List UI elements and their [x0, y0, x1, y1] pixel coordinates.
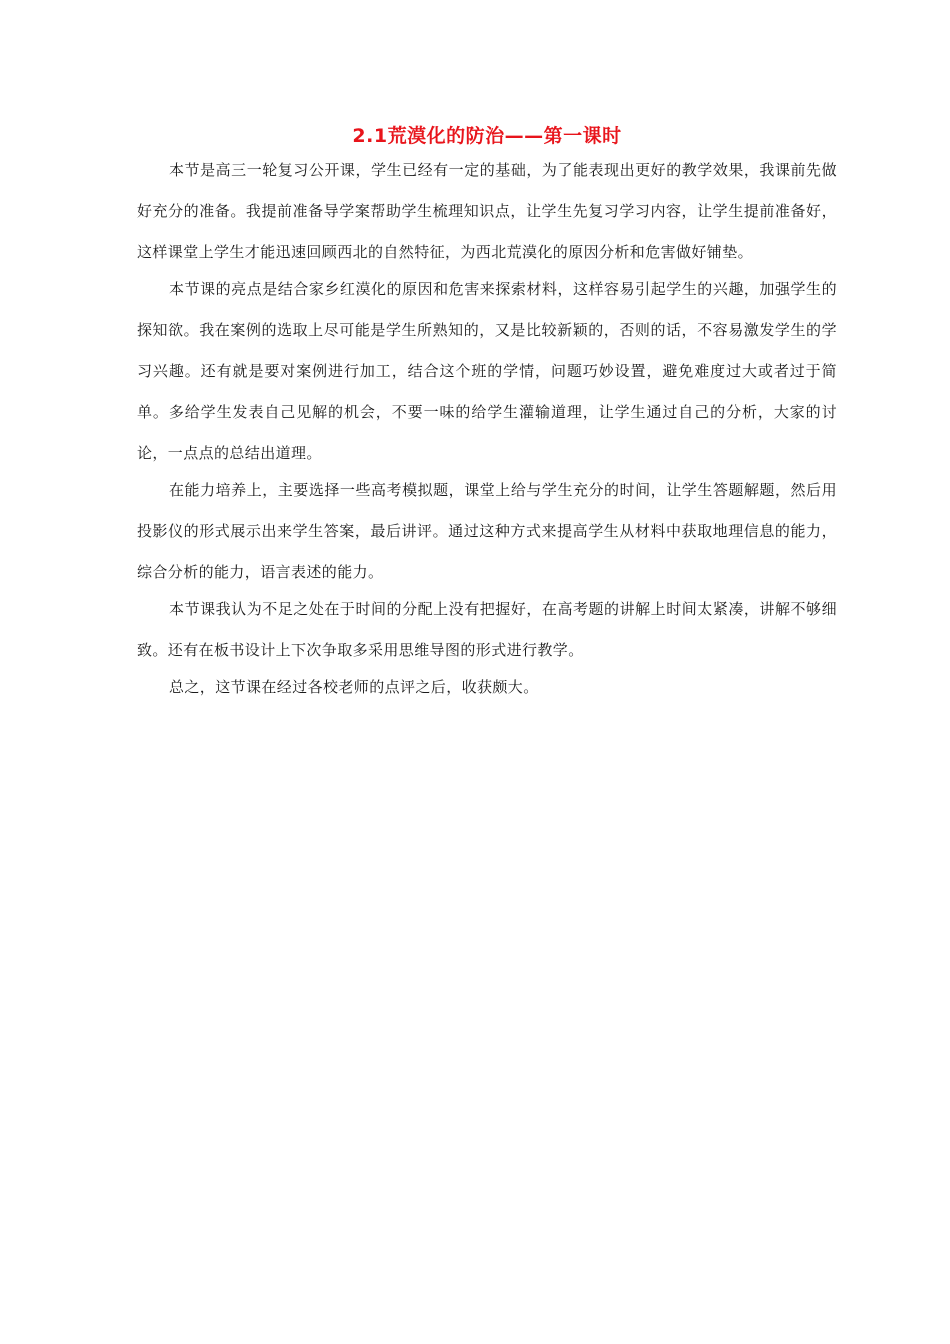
paragraph-5: 总之，这节课在经过各校老师的点评之后，收获颇大。 — [169, 678, 539, 696]
paragraph-1: 本节是高三一轮复习公开课，学生已经有一定的基础，为了能表现出更好的教学效果，我课前先做好充分的准备。我提前准备导学案帮助学生梳理知识点，让学生先复习学习内容，让学生提前准备好，这样课堂上学生才能迅速回顾西北的自然特征，为西北荒漠化的原因分析和危害做好铺垫。 — [137, 161, 837, 261]
paragraph-2: 本节课的亮点是结合家乡红漠化的原因和危害来探索材料，这样容易引起学生的兴趣，加强学生的探知欲。我在案例的选取上尽可能是学生所熟知的，又是比较新颖的，否则的话，不容易激发学生的学习兴趣。还有就是要对案例进行加工，结合这个班的学情，问题巧妙设置，避免难度过大或者过于简单。多给学生发表自己见解的机会，不要一味的给学生灌输道理，让学生通过自己的分析，大家的讨论，一点点的总结出道理。 — [137, 280, 837, 462]
document-page — [137, 118, 837, 708]
paragraph-3: 在能力培养上，主要选择一些高考模拟题，课堂上给与学生充分的时间，让学生答题解题，然后用投影仪的形式展示出来学生答案，最后讲评。通过这种方式来提高学生从材料中获取地理信息的能力，综合分析的能力，语言表述的能力。 — [137, 481, 837, 581]
document-title: 2.1荒漠化的防治——第一课时 — [352, 125, 622, 147]
paragraph-4: 本节课我认为不足之处在于时间的分配上没有把握好，在高考题的讲解上时间太紧凑，讲解不够细致。还有在板书设计上下次争取多采用思维导图的形式进行教学。 — [137, 600, 837, 659]
